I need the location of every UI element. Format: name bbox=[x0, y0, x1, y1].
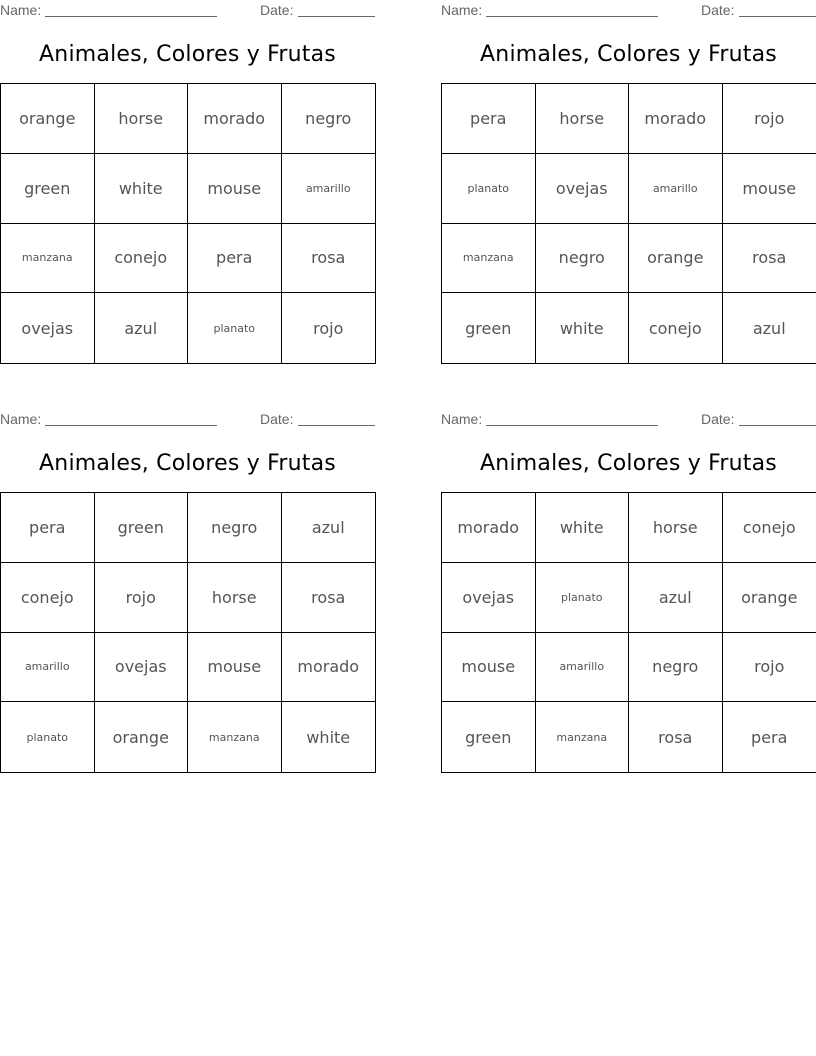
bingo-cell: amarillo bbox=[1, 633, 95, 703]
name-label: Name: bbox=[0, 411, 42, 427]
bingo-cell: rosa bbox=[723, 224, 816, 294]
name-label: Name: bbox=[441, 411, 483, 427]
bingo-cell: green bbox=[442, 293, 536, 363]
bingo-cell: orange bbox=[629, 224, 723, 294]
bingo-cell: horse bbox=[536, 84, 630, 154]
bingo-cell: orange bbox=[95, 702, 189, 772]
bingo-cell: green bbox=[95, 493, 189, 563]
bingo-cell: pera bbox=[1, 493, 95, 563]
bingo-card bbox=[0, 409, 375, 782]
bingo-card bbox=[441, 0, 816, 373]
bingo-cell: rojo bbox=[313, 318, 344, 338]
bingo-cell: azul bbox=[95, 293, 189, 363]
bingo-cell: white bbox=[306, 727, 351, 747]
bingo-cell: pera bbox=[751, 727, 788, 747]
bingo-cell: negro bbox=[282, 84, 376, 154]
bingo-cell: ovejas bbox=[442, 563, 536, 633]
name-blank-line bbox=[486, 425, 658, 426]
bingo-cell: white bbox=[536, 293, 630, 363]
bingo-cell: azul bbox=[282, 493, 376, 563]
bingo-cell: manzana bbox=[442, 224, 536, 294]
bingo-cell: planato bbox=[442, 154, 536, 224]
name-date-row bbox=[441, 409, 816, 431]
bingo-grid bbox=[441, 83, 816, 364]
bingo-cell: morado bbox=[442, 493, 536, 563]
bingo-cell: rosa bbox=[282, 224, 376, 294]
card-title: Animales, Colores y Frutas bbox=[480, 451, 777, 476]
name-date-row bbox=[0, 409, 375, 431]
date-blank-line bbox=[298, 16, 375, 17]
bingo-cell: white bbox=[536, 493, 630, 563]
bingo-cell: planato bbox=[188, 293, 282, 363]
bingo-cell: ovejas bbox=[1, 293, 95, 363]
name-label: Name: bbox=[441, 2, 483, 18]
name-date-row bbox=[0, 0, 375, 22]
bingo-cell: planato bbox=[1, 702, 95, 772]
bingo-grid bbox=[0, 83, 376, 364]
bingo-cell: orange bbox=[1, 84, 95, 154]
bingo-cell: conejo bbox=[1, 563, 95, 633]
bingo-cell: ovejas bbox=[95, 633, 189, 703]
bingo-cell: conejo bbox=[723, 493, 816, 563]
bingo-cell: amarillo bbox=[629, 154, 723, 224]
date-label: Date: bbox=[260, 411, 294, 427]
bingo-cell: conejo bbox=[629, 293, 723, 363]
bingo-cell: negro bbox=[188, 493, 282, 563]
bingo-cell: rojo bbox=[723, 84, 816, 154]
date-label: Date: bbox=[701, 2, 735, 18]
bingo-cell: mouse bbox=[442, 633, 536, 703]
bingo-cell: horse bbox=[629, 493, 723, 563]
name-label: Name: bbox=[0, 2, 42, 18]
bingo-cell: manzana bbox=[536, 702, 630, 772]
bingo-cell: rojo bbox=[723, 633, 816, 703]
bingo-card bbox=[441, 409, 816, 782]
bingo-grid bbox=[0, 492, 376, 773]
bingo-cell: negro bbox=[536, 224, 630, 294]
bingo-grid bbox=[441, 492, 816, 773]
bingo-cell: azul bbox=[752, 318, 786, 338]
date-blank-line bbox=[739, 425, 816, 426]
name-date-row bbox=[441, 0, 816, 22]
bingo-cell: negro bbox=[629, 633, 723, 703]
bingo-cell: amarillo bbox=[282, 154, 376, 224]
card-title: Animales, Colores y Frutas bbox=[39, 451, 336, 476]
bingo-cell: mouse bbox=[188, 154, 282, 224]
card-title: Animales, Colores y Frutas bbox=[39, 42, 336, 67]
card-title: Animales, Colores y Frutas bbox=[480, 42, 777, 67]
bingo-cell: ovejas bbox=[536, 154, 630, 224]
date-label: Date: bbox=[260, 2, 294, 18]
bingo-cell: manzana bbox=[188, 702, 282, 772]
bingo-cell: morado bbox=[629, 84, 723, 154]
name-blank-line bbox=[486, 16, 658, 17]
date-blank-line bbox=[298, 425, 375, 426]
bingo-card bbox=[0, 0, 375, 373]
bingo-cell: pera bbox=[188, 224, 282, 294]
bingo-cell: azul bbox=[629, 563, 723, 633]
bingo-cell: orange bbox=[723, 563, 816, 633]
bingo-cell: horse bbox=[95, 84, 189, 154]
bingo-cell: conejo bbox=[95, 224, 189, 294]
bingo-cell: morado bbox=[282, 633, 376, 703]
bingo-cell: horse bbox=[188, 563, 282, 633]
date-blank-line bbox=[739, 16, 816, 17]
bingo-cell: pera bbox=[442, 84, 536, 154]
bingo-cell: planato bbox=[536, 563, 630, 633]
bingo-cell: mouse bbox=[723, 154, 816, 224]
bingo-cell: manzana bbox=[1, 224, 95, 294]
bingo-cell: green bbox=[442, 702, 536, 772]
name-blank-line bbox=[45, 16, 217, 17]
bingo-cell: rosa bbox=[282, 563, 376, 633]
bingo-cell: rosa bbox=[629, 702, 723, 772]
name-blank-line bbox=[45, 425, 217, 426]
bingo-cell: white bbox=[95, 154, 189, 224]
bingo-cell: rojo bbox=[95, 563, 189, 633]
bingo-cell: morado bbox=[188, 84, 282, 154]
bingo-cell: amarillo bbox=[536, 633, 630, 703]
bingo-cell: green bbox=[1, 154, 95, 224]
date-label: Date: bbox=[701, 411, 735, 427]
bingo-cell: mouse bbox=[188, 633, 282, 703]
